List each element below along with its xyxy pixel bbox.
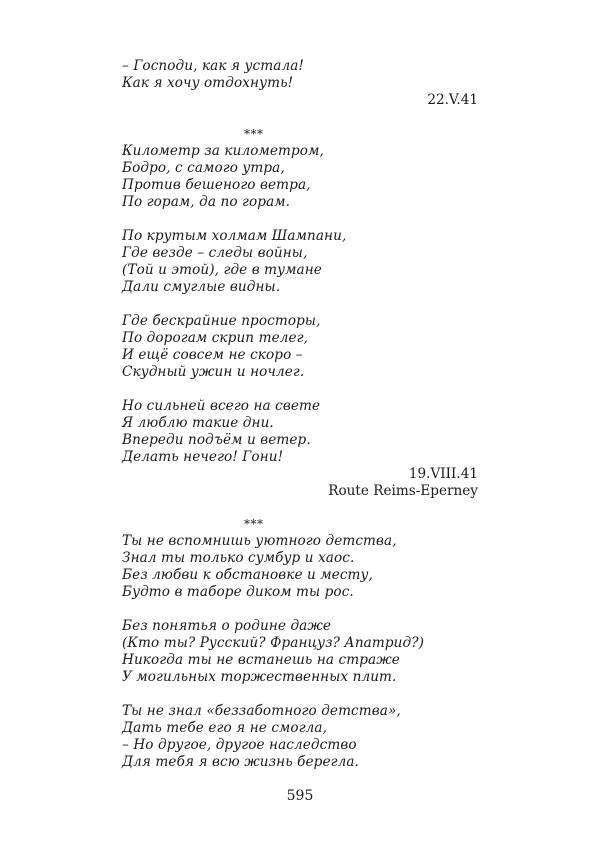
poem-line: По горам, да по горам. (122, 194, 291, 210)
poem-date: 22.V.41 (427, 92, 478, 108)
poem-line: – Но другое, другое наследство (122, 737, 357, 753)
poem-line: Я люблю такие дни. (122, 415, 274, 431)
poem-place: Route Reims-Eperney (328, 483, 478, 499)
poem-line: По дорогам скрип телег, (122, 330, 309, 346)
poem-line: Но сильней всего на свете (122, 398, 321, 414)
poem-line: Будто в таборе диком ты рос. (122, 584, 354, 600)
poem-line: Как я хочу отдохнуть! (122, 75, 294, 91)
poem-line: Дать тебе его я не смогла, (122, 720, 328, 736)
poem-line: Никогда ты не встанешь на страже (122, 652, 400, 668)
poem-line: По крутым холмам Шампани, (122, 228, 347, 244)
poem-line: Дали смуглые видны. (122, 279, 281, 295)
poem-line: Без любви к обстановке и месту, (122, 567, 373, 583)
poem-line: Без понятья о родине даже (122, 618, 332, 634)
poem-line: Где бескрайние просторы, (122, 313, 321, 329)
poem-line: – Господи, как я устала! (122, 58, 304, 74)
poem-line: (Той и этой), где в тумане (122, 262, 322, 278)
page-number: 595 (286, 788, 314, 804)
poem-line: Километр за километром, (122, 143, 324, 159)
poem-line: Скудный ужин и ночлег. (122, 364, 305, 380)
poem-line: (Кто ты? Русский? Француз? Апатрид?) (122, 635, 425, 651)
poem-line: Делать нечего! Гони! (122, 449, 284, 465)
stanza-separator: *** (244, 127, 264, 141)
poem-line: Против бешеного ветра, (122, 177, 311, 193)
poem-line: Знал ты только сумбур и хаос. (122, 550, 355, 566)
poem-line: Бодро, с самого утра, (122, 160, 285, 176)
poem-date: 19.VIII.41 (408, 466, 478, 482)
poem-line: Ты не вспомнишь уютного детства, (122, 533, 397, 549)
poem-line: Для тебя я всю жизнь берегла. (122, 754, 359, 770)
poem-line: У могильных торжественных плит. (122, 669, 397, 685)
poem-line: Ты не знал «беззаботного детства», (122, 703, 401, 719)
poem-line: И ещё совсем не скоро – (122, 347, 303, 363)
poem-line: Где везде – следы войны, (122, 245, 308, 261)
poem-line: Впереди подъём и ветер. (122, 432, 311, 448)
stanza-separator: *** (244, 517, 264, 531)
